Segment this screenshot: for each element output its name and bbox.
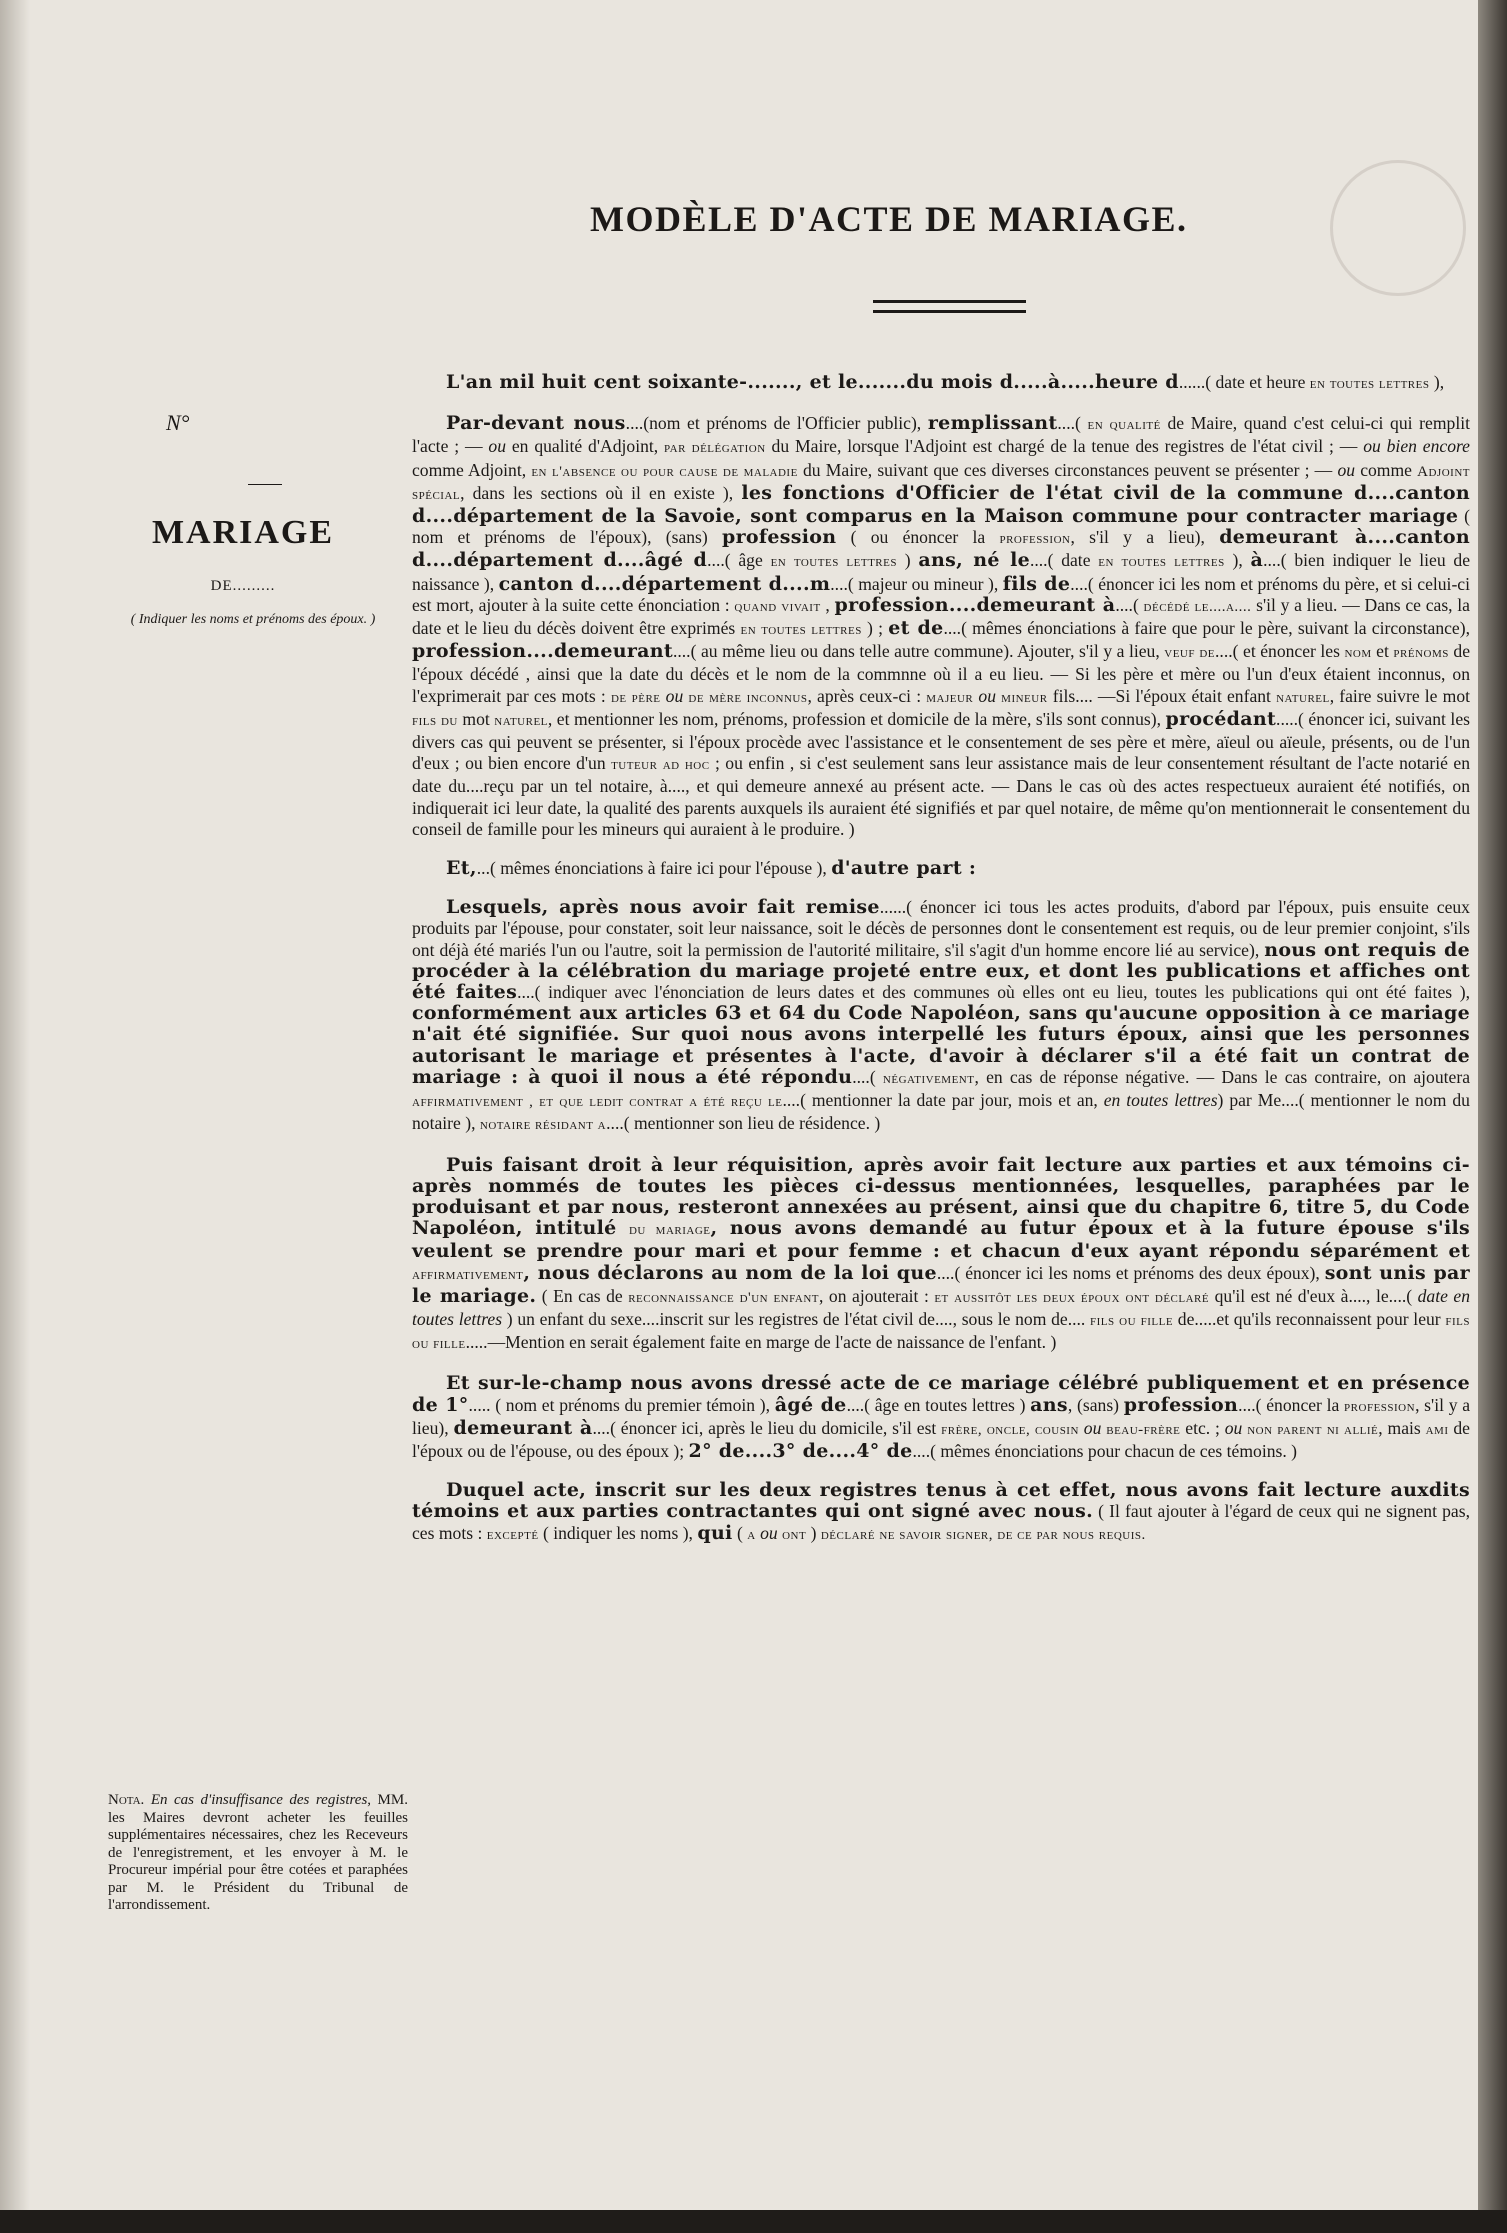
small-caps-text: en toutes lettres — [740, 622, 862, 639]
bold-text: 2° de....3° de....4° de — [688, 1439, 913, 1462]
italic-text: ou — [665, 685, 684, 706]
small-caps-text: excepté — [486, 1526, 539, 1543]
bold-text: Puis faisant droit à leur réquisition, après avoir fait lecture aux parties et aux témoins ci-après nommés de toutes les pièces ci-dessus mentionnées, lesquelles, paraphées par le produisant et par nous, resteront annexées au présent, ainsi que du chapitre 6, titre 5, du Code Napoléon, intitulé — [412, 1153, 1470, 1240]
page-gutter-shadow — [0, 0, 30, 2210]
bold-text: qui — [697, 1521, 733, 1544]
italic-text: ou — [760, 1522, 778, 1543]
small-caps-text: frère, oncle, cousin — [941, 1421, 1079, 1438]
italic-text: ou — [1083, 1417, 1102, 1438]
bold-text: nous ont requis de procéder à la célébration du mariage projeté entre eux, et dont les publications et affiches ont été faites — [412, 938, 1470, 1004]
body-text: ....( âge — [707, 550, 771, 571]
body-text: ....( mêmes énonciations pour chacun de ces témoins. ) — [912, 1440, 1298, 1461]
small-caps-text: nom — [1344, 645, 1372, 662]
small-caps-text: majeur — [926, 689, 974, 706]
small-caps-text: en toutes lettres — [1309, 376, 1430, 392]
small-caps-text: fils du — [412, 712, 458, 729]
body-text: ....( énoncer ici les noms et prénoms des deux époux), — [936, 1262, 1325, 1283]
nota-head: Nota. — [108, 1792, 145, 1808]
body-text: ....( mentionner la date par jour, mois et an, — [782, 1090, 1104, 1111]
body-text: ....( et énoncer les — [1215, 641, 1345, 662]
body-text: ....( mentionner son lieu de résidence. ) — [606, 1113, 881, 1134]
small-caps-text: non parent ni allié — [1247, 1421, 1379, 1438]
body-text: ....( énoncer la — [1238, 1394, 1345, 1415]
body-text: mot — [457, 708, 495, 729]
bold-text: les fonctions d'Officier de l'état civil de la commune d....canton d....département de la Savoie, sont comparus en la Maison commune pour contracter mariage — [412, 481, 1470, 528]
bold-text: profession....demeurant — [412, 640, 673, 663]
small-caps-text: mineur — [1001, 689, 1048, 706]
italic-text: ou — [978, 685, 997, 706]
small-caps-text: veuf de — [1164, 645, 1216, 662]
body-text: ......( date et heure — [1178, 372, 1310, 392]
small-caps-text: quand vivait — [734, 598, 821, 615]
small-caps-text: de mère inconnus — [688, 689, 808, 706]
bold-text: d'autre part : — [831, 857, 977, 880]
body-text: et — [1371, 641, 1394, 662]
small-caps-text: tuteur ad hoc — [611, 757, 710, 774]
bold-text: ans, né le — [918, 549, 1030, 572]
body-text: , faire suivre le mot — [1329, 685, 1471, 706]
body-text: de.....et qu'ils reconnaissent pour leur — [1173, 1308, 1446, 1329]
body-text: ......( énoncer ici tous les actes produits, d'abord par l'époux, puis ensuite ceux produits par l'épouse, pour constater, soit leur naissance, soit le décès de personnes dont le consentement est requis, ou de leur premier conjoint, s'ils ont déjà été mariés l'un ou l'autre, soit la permission de l'autorité militaire, s'il s'agit d'un homme encore lié au service), — [412, 897, 1470, 960]
act-number-label: N° — [166, 410, 190, 435]
binding-edge — [1478, 0, 1507, 2233]
margin-mariage-heading: MARIAGE — [151, 514, 335, 551]
body-text: , mais — [1378, 1417, 1426, 1438]
bold-text: âgé de — [774, 1393, 847, 1416]
bold-text: , nous déclarons au nom de la loi que — [523, 1261, 937, 1284]
body-text: ( — [732, 1522, 748, 1543]
paragraph-documents — [412, 897, 1470, 1136]
small-caps-text: en toutes lettres — [770, 554, 897, 571]
body-text: ) — [896, 550, 919, 571]
body-text: , et mentionner les nom, prénoms, profession et domicile de la mère, s'ils sont connus), — [547, 708, 1166, 729]
body-text: ..... ( nom et prénoms du premier témoin ), — [468, 1394, 775, 1415]
body-text: ....( âge en toutes lettres ) — [846, 1394, 1031, 1415]
small-caps-text: fils ou fille — [412, 1312, 1470, 1353]
body-text: du Maire, lorsque l'Adjoint est chargé de la tenue des registres de l'état civil ; — — [765, 436, 1364, 457]
act-body — [412, 372, 1470, 1564]
bold-text: Lesquels, après nous avoir fait remise — [446, 896, 880, 919]
small-caps-text: décédé le....a.... — [1143, 598, 1252, 615]
small-caps-text: et aussitôt les deux époux ont déclaré — [934, 1289, 1210, 1306]
body-text: comme Adjoint, — [412, 459, 532, 480]
nota-text: , MM. les Maires devront acheter les feuilles supplémentaires nécessaires, chez les Receveurs de l'enregistrement, et les envoyer à M. le Procureur impérial pour être cotées et paraphées par M. le Président du Tribunal de l'arrondissement. — [108, 1792, 408, 1913]
body-text: ....( énoncer ici les nom et prénoms du père, et si celui-ci est mort, ajouter à la suite cette énonciation : — [412, 573, 1471, 615]
margin-divider — [248, 484, 282, 485]
bold-text: et de — [888, 617, 944, 640]
body-text: , dans les sections où il en existe ), — [460, 482, 742, 503]
body-text: s'il y a lieu. — Dans ce cas, la date et le lieu du décès doivent être exprimés — [412, 594, 1470, 639]
italic-text: en toutes lettres — [1103, 1090, 1218, 1111]
small-caps-text: Adjoint spécial — [412, 463, 1470, 503]
small-caps-text: profession — [1344, 1398, 1416, 1415]
body-text: ....(nom et prénoms de l'Officier public), — [625, 413, 928, 434]
body-text: ....( date — [1029, 550, 1099, 571]
faded-stamp-icon — [1330, 160, 1466, 296]
body-text: ) ; — [861, 618, 889, 639]
body-text: du Maire, suivant que ces diverses circonstances peuvent se présenter ; — — [797, 459, 1338, 480]
body-text: en qualité d'Adjoint, — [506, 436, 665, 457]
body-text: ) par Me....( mentionner le nom du notaire ), — [412, 1090, 1470, 1134]
body-text: ....( bien indiquer le lieu de naissance ), — [412, 550, 1471, 594]
small-caps-text: a — [747, 1526, 756, 1543]
small-caps-text: du mariage — [628, 1222, 711, 1239]
body-text: , on ajouterait : — [819, 1285, 935, 1306]
bold-text: profession — [1123, 1393, 1239, 1416]
small-caps-text: fils ou fille — [1090, 1312, 1174, 1329]
bold-text: Par-devant nous — [446, 412, 626, 435]
nota-italic: En cas d'insuffisance des registres — [150, 1792, 368, 1808]
margin-de-label: DE......... — [210, 578, 276, 594]
paragraph-signature — [412, 1480, 1470, 1546]
paragraph-declaration — [412, 1155, 1470, 1356]
small-caps-text: de père — [610, 689, 661, 706]
body-text: ( En cas de — [536, 1285, 629, 1306]
small-caps-text: affirmativement , et que ledit contrat a été reçu le — [412, 1094, 783, 1111]
body-text: comme — [1355, 459, 1418, 480]
title-rule-bottom — [873, 310, 1026, 313]
body-text: ( ou énoncer la — [836, 527, 1000, 548]
small-caps-text: naturel — [1276, 689, 1330, 706]
bold-text: Duquel acte, inscrit sur les deux registres tenus à cet effet, nous avons fait lecture auxdits témoins et aux parties contractantes qui ont signé avec nous. — [412, 1479, 1470, 1523]
small-caps-text: négativement — [882, 1070, 975, 1087]
body-text: ) un enfant du sexe....inscrit sur les registres de l'état civil de...., sous le nom de.... — [502, 1308, 1090, 1329]
body-text: .....( énoncer ici, suivant les divers cas qui peuvent se présenter, si l'époux procède avec l'assistance et le consentement de ses père et mère, aïeul ou aïeule, présents, ou de l'un d'eux ; ou bien encore d'un — [412, 708, 1470, 774]
small-caps-text: ami — [1425, 1421, 1449, 1438]
italic-text: ou — [1337, 459, 1356, 480]
body-text: , après ceux-ci : — [807, 685, 927, 706]
body-text: , s'il y a lieu), — [1070, 527, 1220, 548]
bold-text: profession....demeurant à — [834, 593, 1116, 616]
body-text: etc. ; — [1180, 1417, 1225, 1438]
small-caps-text: prénoms — [1393, 645, 1449, 662]
small-caps-text: en toutes lettres — [1098, 554, 1225, 571]
bold-text: à — [1250, 549, 1264, 572]
body-text: ), — [1224, 550, 1251, 571]
bold-text: L'an mil huit cent soixante-......., et le.......du mois d.....à.....heure d — [446, 371, 1179, 393]
body-text: ....( — [1057, 413, 1088, 434]
title-rule-top — [873, 300, 1026, 303]
body-text: ....( au même lieu ou dans telle autre commune). Ajouter, s'il y a lieu, — [672, 641, 1165, 662]
bold-text: remplissant — [927, 412, 1058, 435]
small-caps-text: ont — [782, 1526, 807, 1543]
small-caps-text: notaire résidant a — [479, 1117, 607, 1134]
body-text: ) — [806, 1522, 821, 1543]
paragraph-witnesses — [412, 1373, 1470, 1462]
bold-text: , nous avons demandé au futur époux et à la future épouse s'ils veulent se prendre pour mari et pour femme : et chacun d'eux ayant répondu séparément et — [412, 1217, 1470, 1263]
body-text: ....( — [852, 1066, 883, 1087]
italic-text: date en toutes lettres — [412, 1285, 1471, 1329]
small-caps-text: naturel — [494, 712, 548, 729]
small-caps-text: profession — [999, 531, 1071, 548]
bold-text: profession — [722, 526, 837, 549]
body-text: ), — [1429, 372, 1445, 392]
body-text: ( Il faut ajouter à l'égard de ceux qui ne signent pas, ces mots : — [412, 1501, 1470, 1543]
body-text: ....( majeur ou mineur ), — [830, 573, 1003, 594]
small-caps-text: reconnaissance d'un enfant — [628, 1289, 820, 1306]
body-text: .....—Mention en serait également faite en marge de l'acte de naissance de l'enfant. ) — [465, 1332, 1057, 1353]
bold-text: demeurant à....canton d....département d....âgé d — [412, 526, 1470, 572]
body-text: qu'il est né d'eux à...., le....( — [1209, 1285, 1418, 1306]
body-text: ; ou enfin , si c'est seulement sans leur assistance mais de leur consentement résultant de l'acte notarié en date du....reçu par un tel notaire, à...., et qui demeure annexé au présent acte. — Dans le cas où des actes respectueux auraient été notifiés, on indiquerait ici leur date, la qualité des parents auxquels ils auraient été signifiés et par quel notaire, de même qu'on mentionnerait le consentement du conseil de famille pour les mineurs qui auraient à le produire. ) — [412, 753, 1470, 839]
nota-note — [108, 1792, 408, 1915]
paragraph-preamble — [412, 372, 1470, 395]
body-text: de Maire, quand c'est celui-ci qui remplit l'acte ; — — [412, 413, 1470, 457]
bold-text: sont unis par le mariage. — [412, 1261, 1470, 1307]
italic-text: ou — [1224, 1417, 1243, 1438]
bold-text: demeurant à — [453, 1416, 593, 1439]
small-caps-text: affirmativement — [412, 1266, 524, 1283]
paragraph-parties — [412, 413, 1470, 840]
bold-text: Et, — [446, 857, 477, 880]
bold-text: fils de — [1002, 572, 1071, 595]
small-caps-text: beau-frère — [1106, 1421, 1181, 1438]
body-text: ( indiquer les noms ), — [538, 1522, 698, 1543]
bold-text: canton d....département d....m — [498, 572, 831, 595]
margin-hint: ( Indiquer les noms et prénoms des époux. ) — [130, 612, 376, 627]
body-text: ...( mêmes énonciations à faire ici pour l'épouse ), — [476, 858, 832, 879]
italic-text: ou — [488, 436, 507, 457]
body-text: fils.... —Si l'époux était enfant — [1047, 685, 1277, 706]
body-text: de l'époux décédé , ainsi que la date du décès et le nom de la commnne où il a eu lieu. — Si les père et mère ou l'un d'eux étaient inconnus, on l'exprimerait par ces mots : — [412, 641, 1471, 706]
body-text: , en cas de réponse négative. — Dans le cas contraire, on ajoutera — [974, 1066, 1470, 1087]
bold-text: conformément aux articles 63 et 64 du Code Napoléon, sans qu'aucune opposition à ce mariage n'ait été signifiée. Sur quoi nous avons interpellé les futurs époux, ainsi que les personnes autorisant le mariage et présentes à l'acte, d'avoir à déclarer s'il a été fait un contrat de mariage : à quoi il nous a été répondu — [412, 1002, 1470, 1088]
small-caps-text: déclaré ne savoir signer, de ce par nous requis. — [820, 1526, 1146, 1543]
body-text: ....( mêmes énonciations à faire que pour le père, suivant la circonstance), — [943, 618, 1470, 639]
body-text: ( nom et prénoms de l'époux), (sans) — [412, 506, 1470, 548]
bottom-edge — [0, 2210, 1507, 2233]
body-text: , (sans) — [1067, 1394, 1124, 1415]
body-text: ....( indiquer avec l'énonciation de leurs dates et des communes où elles ont eu lieu, toutes les publications qui ont été faites ), — [517, 982, 1470, 1003]
small-caps-text: par délégation — [664, 440, 766, 457]
body-text: ....( — [1115, 594, 1144, 615]
small-caps-text: en qualité — [1087, 417, 1161, 434]
small-caps-text: en l'absence ou pour cause de maladie — [531, 463, 798, 480]
bold-text: ans — [1030, 1393, 1068, 1416]
body-text: de l'époux ou de l'épouse, ou des époux ); — [412, 1417, 1470, 1461]
body-text: , s'il y a lieu), — [412, 1394, 1471, 1438]
paragraph-bride — [412, 858, 1470, 879]
bold-text: Et sur-le-champ nous avons dressé acte de ce mariage célébré publiquement et en présence de 1° — [412, 1372, 1470, 1416]
body-text: , — [820, 594, 835, 615]
bold-text: procédant — [1165, 707, 1277, 730]
body-text: ....( énoncer ici, après le lieu du domicile, s'il est — [592, 1417, 942, 1438]
page-title: MODÈLE D'ACTE DE MARIAGE. — [590, 199, 1188, 239]
italic-text: ou bien encore — [1363, 436, 1470, 457]
